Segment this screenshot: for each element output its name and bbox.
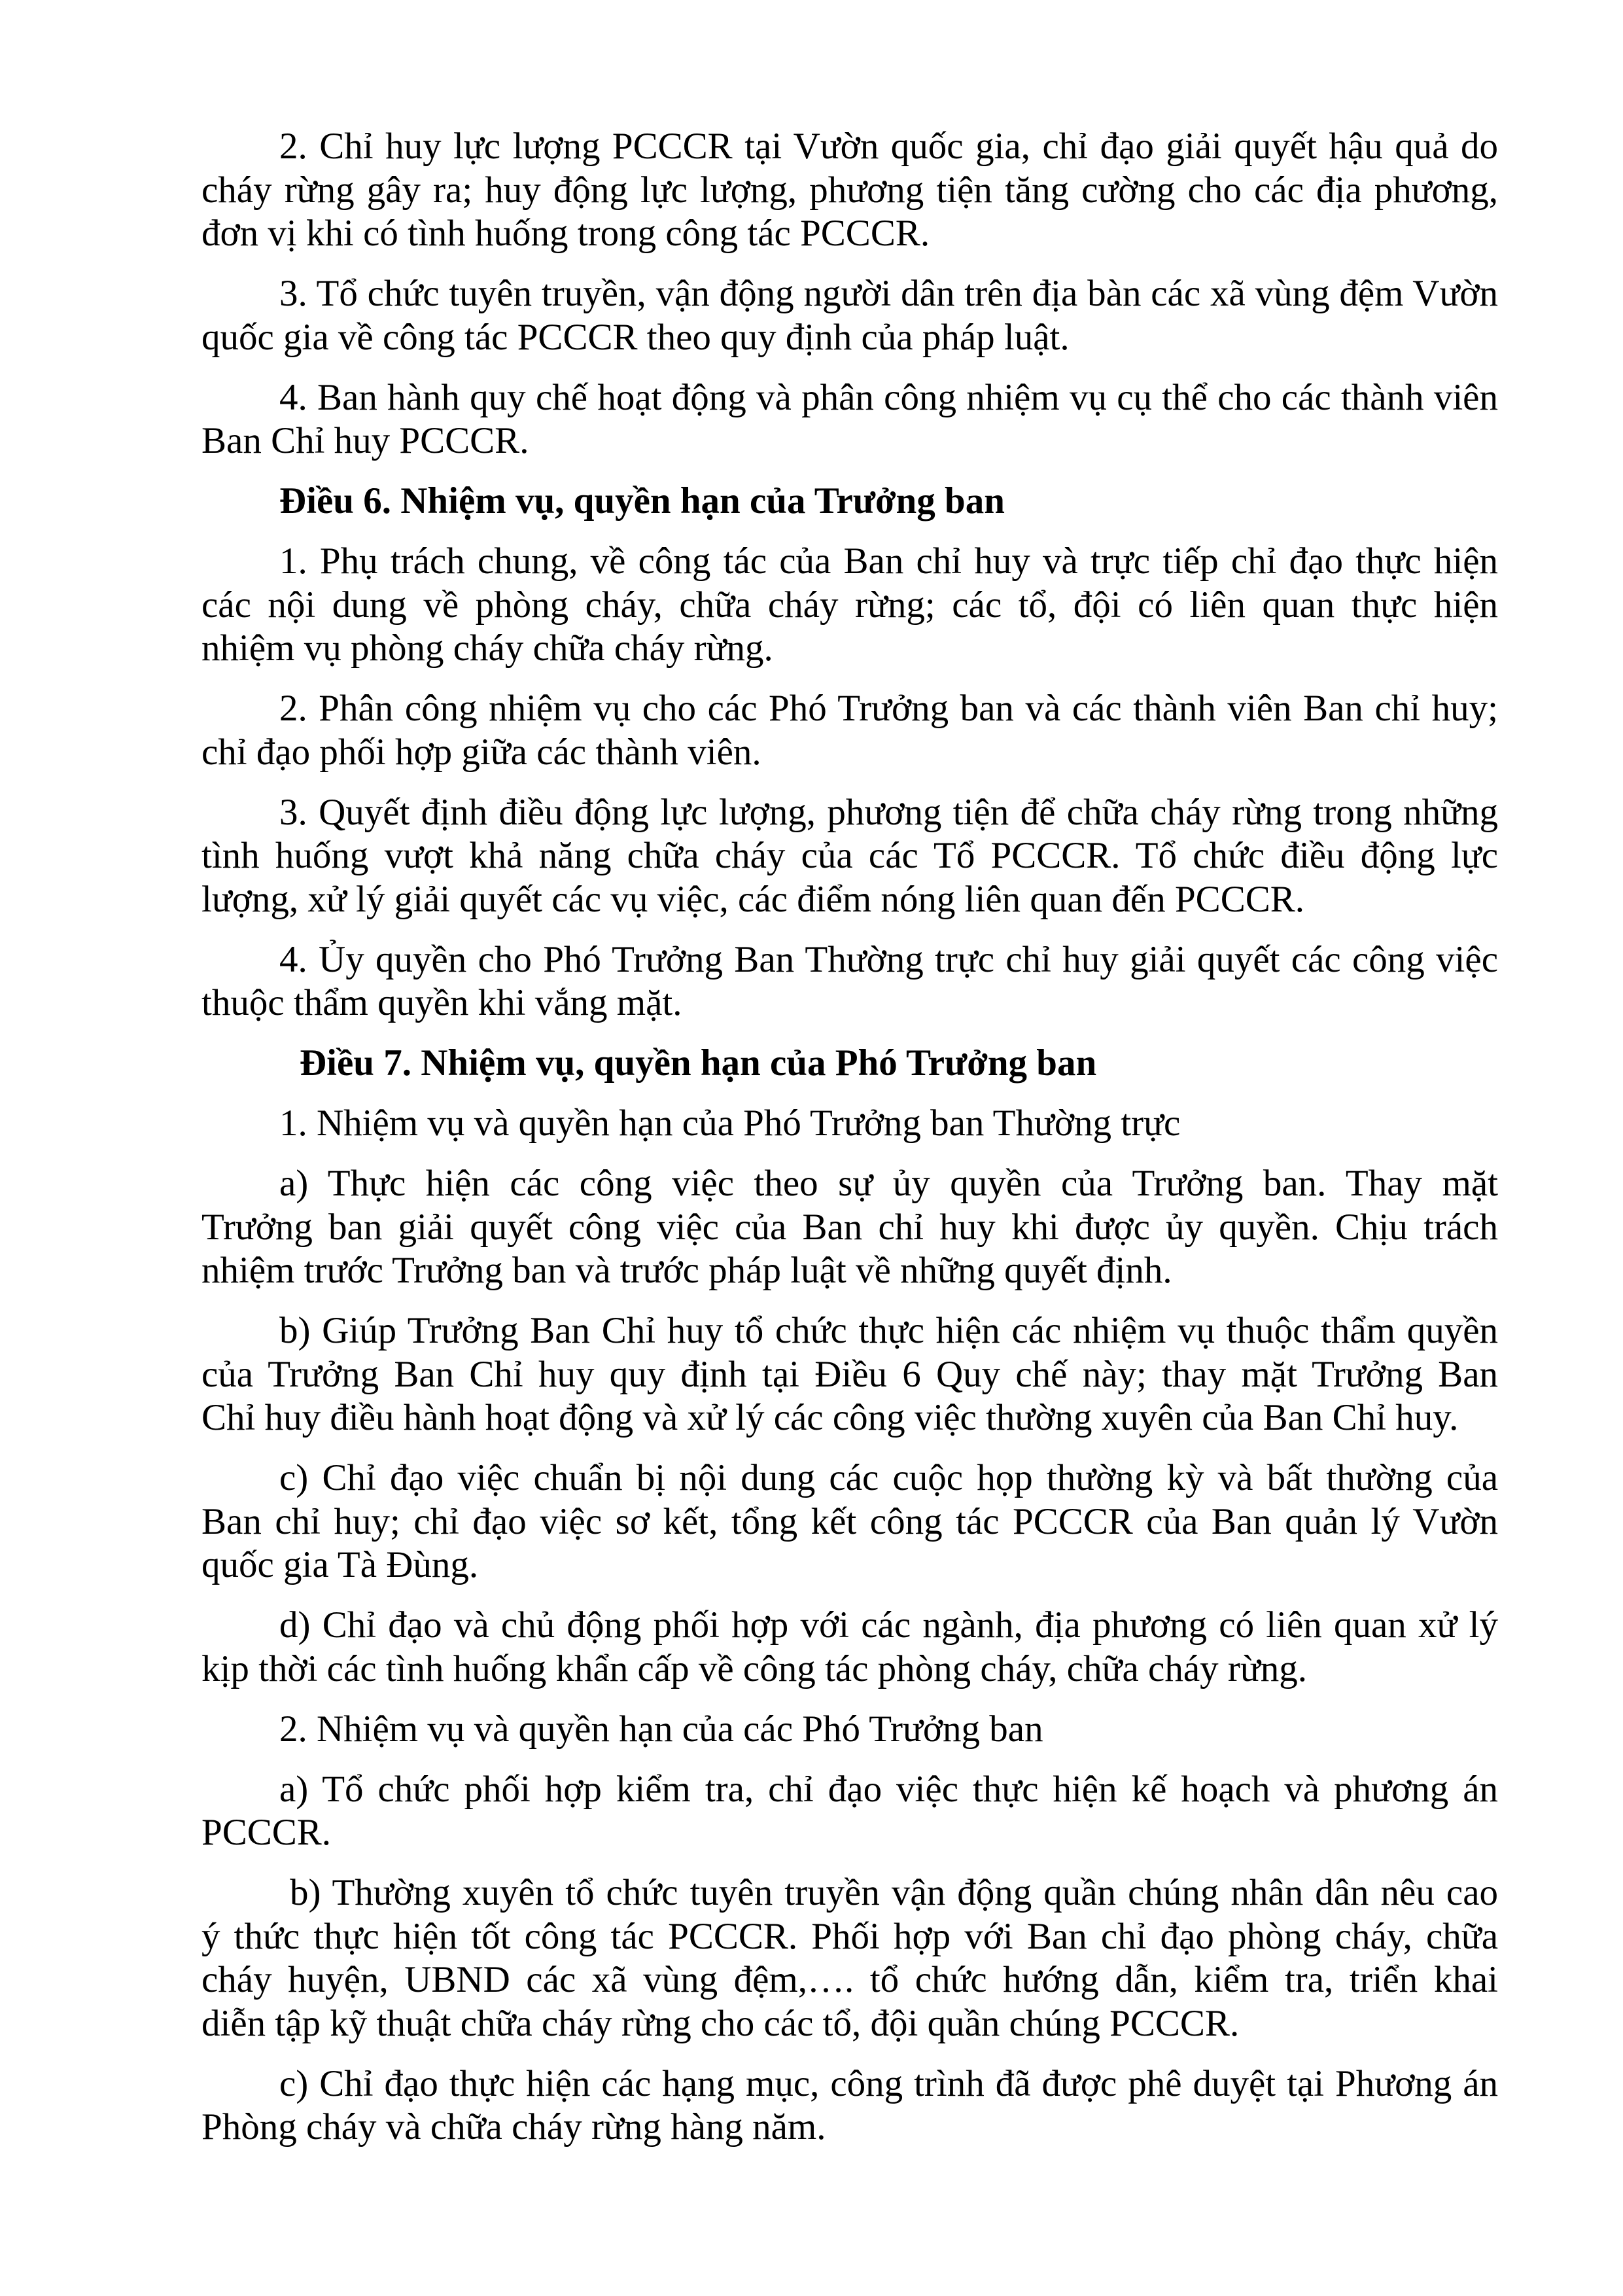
text-line: Ban chỉ huy; chỉ đạo việc sơ kết, tổng kết công tác PCCCR của Ban quản lý Vườn — [201, 1500, 1498, 1542]
text-line: 2. Chỉ huy lực lượng PCCCR tại Vườn quốc gia, chỉ đạo giải quyết hậu quả do — [279, 126, 1498, 167]
document-page — [201, 125, 1498, 2166]
text-line: c) Chỉ đạo việc chuẩn bị nội dung các cuộc họp thường kỳ và bất thường của — [279, 1457, 1498, 1498]
paragraph-5-4 — [201, 376, 1498, 463]
text-line: Ban Chỉ huy PCCCR. — [201, 420, 529, 461]
text-line: các nội dung về phòng cháy, chữa cháy rừng; các tổ, đội có liên quan thực hiện — [201, 584, 1498, 626]
text-line: chỉ đạo phối hợp giữa các thành viên. — [201, 731, 761, 773]
text-line: diễn tập kỹ thuật chữa cháy rừng cho các tổ, đội quần chúng PCCCR. — [201, 2002, 1240, 2044]
text-line: a) Thực hiện các công việc theo sự ủy quyền của Trưởng ban. Thay mặt — [279, 1163, 1498, 1204]
paragraph-7-1b — [201, 1309, 1498, 1440]
paragraph-5-3 — [201, 272, 1498, 359]
text-line: 2. Phân công nhiệm vụ cho các Phó Trưởng ban và các thành viên Ban chỉ huy; — [279, 688, 1498, 729]
text-line: ý thức thực hiện tốt công tác PCCCR. Phối hợp với Ban chỉ đạo phòng cháy, chữa — [201, 1915, 1498, 1957]
paragraph-6-1 — [201, 540, 1498, 671]
text-line: 1. Phụ trách chung, về công tác của Ban chỉ huy và trực tiếp chỉ đạo thực hiện — [279, 540, 1498, 582]
text-line: b) Thường xuyên tổ chức tuyên truyền vận động quần chúng nhân dân nêu cao — [290, 1872, 1498, 1913]
text-line: lượng, xử lý giải quyết các vụ việc, các điểm nóng liên quan đến PCCCR. — [201, 878, 1305, 920]
paragraph-7-1c — [201, 1457, 1498, 1587]
text-line: quốc gia về công tác PCCCR theo quy định của pháp luật. — [201, 316, 1070, 358]
text-line: 4. Ban hành quy chế hoạt động và phân công nhiệm vụ cụ thể cho các thành viên — [279, 376, 1498, 418]
article-6-heading — [201, 480, 1498, 523]
paragraph-7-2c — [201, 2062, 1498, 2149]
paragraph-7-2a — [201, 1768, 1498, 1855]
text-line: a) Tổ chức phối hợp kiểm tra, chỉ đạo việc thực hiện kế hoạch và phương án — [279, 1768, 1498, 1810]
text-line: cháy huyện, UBND các xã vùng đệm,…. tổ chức hướng dẫn, kiểm tra, triển khai — [201, 1959, 1498, 2000]
paragraph-7-1a — [201, 1162, 1498, 1293]
text-line: quốc gia Tà Đùng. — [201, 1544, 479, 1585]
text-line: c) Chỉ đạo thực hiện các hạng mục, công trình đã được phê duyệt tại Phương án — [279, 2062, 1498, 2104]
paragraph-7-2b — [201, 1871, 1498, 2045]
paragraph-6-2 — [201, 687, 1498, 774]
text-line: kịp thời các tình huống khẩn cấp về công tác phòng cháy, chữa cháy rừng. — [201, 1648, 1308, 1689]
paragraph-5-2 — [201, 125, 1498, 256]
text-line: 1. Nhiệm vụ và quyền hạn của Phó Trưởng ban Thường trực — [279, 1103, 1181, 1144]
text-line: tình huống vượt khả năng chữa cháy của các Tổ PCCCR. Tổ chức điều động lực — [201, 835, 1498, 876]
paragraph-7-1 — [201, 1102, 1498, 1146]
text-line: đơn vị khi có tình huống trong công tác PCCCR. — [201, 213, 930, 254]
paragraph-7-2 — [201, 1708, 1498, 1752]
text-line: Phòng cháy và chữa cháy rừng hàng năm. — [201, 2106, 826, 2147]
text-line: PCCCR. — [201, 1812, 332, 1853]
text-line: cháy rừng gây ra; huy động lực lượng, phương tiện tăng cường cho các địa phương, — [201, 169, 1498, 211]
text-line: 2. Nhiệm vụ và quyền hạn của các Phó Trưởng ban — [279, 1708, 1043, 1750]
text-line: thuộc thẩm quyền khi vắng mặt. — [201, 982, 682, 1023]
text-line: 3. Tổ chức tuyên truyền, vận động người dân trên địa bàn các xã vùng đệm Vườn — [279, 273, 1498, 314]
text-line: 3. Quyết định điều động lực lượng, phương tiện để chữa cháy rừng trong những — [279, 791, 1498, 833]
text-line: 4. Ủy quyền cho Phó Trưởng Ban Thường trực chỉ huy giải quyết các công việc — [279, 938, 1498, 980]
text-line: Trưởng ban giải quyết công việc của Ban chỉ huy khi được ủy quyền. Chịu trách — [201, 1206, 1498, 1248]
heading-text: Điều 7. Nhiệm vụ, quyền hạn của Phó Trưởng ban — [300, 1042, 1097, 1084]
text-line: nhiệm trước Trưởng ban và trước pháp luật về những quyết định. — [201, 1250, 1172, 1291]
text-line: b) Giúp Trưởng Ban Chỉ huy tổ chức thực hiện các nhiệm vụ thuộc thẩm quyền — [279, 1310, 1498, 1351]
article-7-heading — [201, 1042, 1498, 1086]
text-line: d) Chỉ đạo và chủ động phối hợp với các ngành, địa phương có liên quan xử lý — [279, 1604, 1498, 1646]
paragraph-6-3 — [201, 791, 1498, 922]
text-line: nhiệm vụ phòng cháy chữa cháy rừng. — [201, 627, 773, 669]
text-line: Chỉ huy điều hành hoạt động và xử lý các công việc thường xuyên của Ban Chỉ huy. — [201, 1397, 1459, 1438]
paragraph-7-1d — [201, 1604, 1498, 1691]
heading-text: Điều 6. Nhiệm vụ, quyền hạn của Trưởng ban — [279, 480, 1005, 521]
paragraph-6-4 — [201, 938, 1498, 1025]
text-line: của Trưởng Ban Chỉ huy quy định tại Điều 6 Quy chế này; thay mặt Trưởng Ban — [201, 1353, 1498, 1395]
